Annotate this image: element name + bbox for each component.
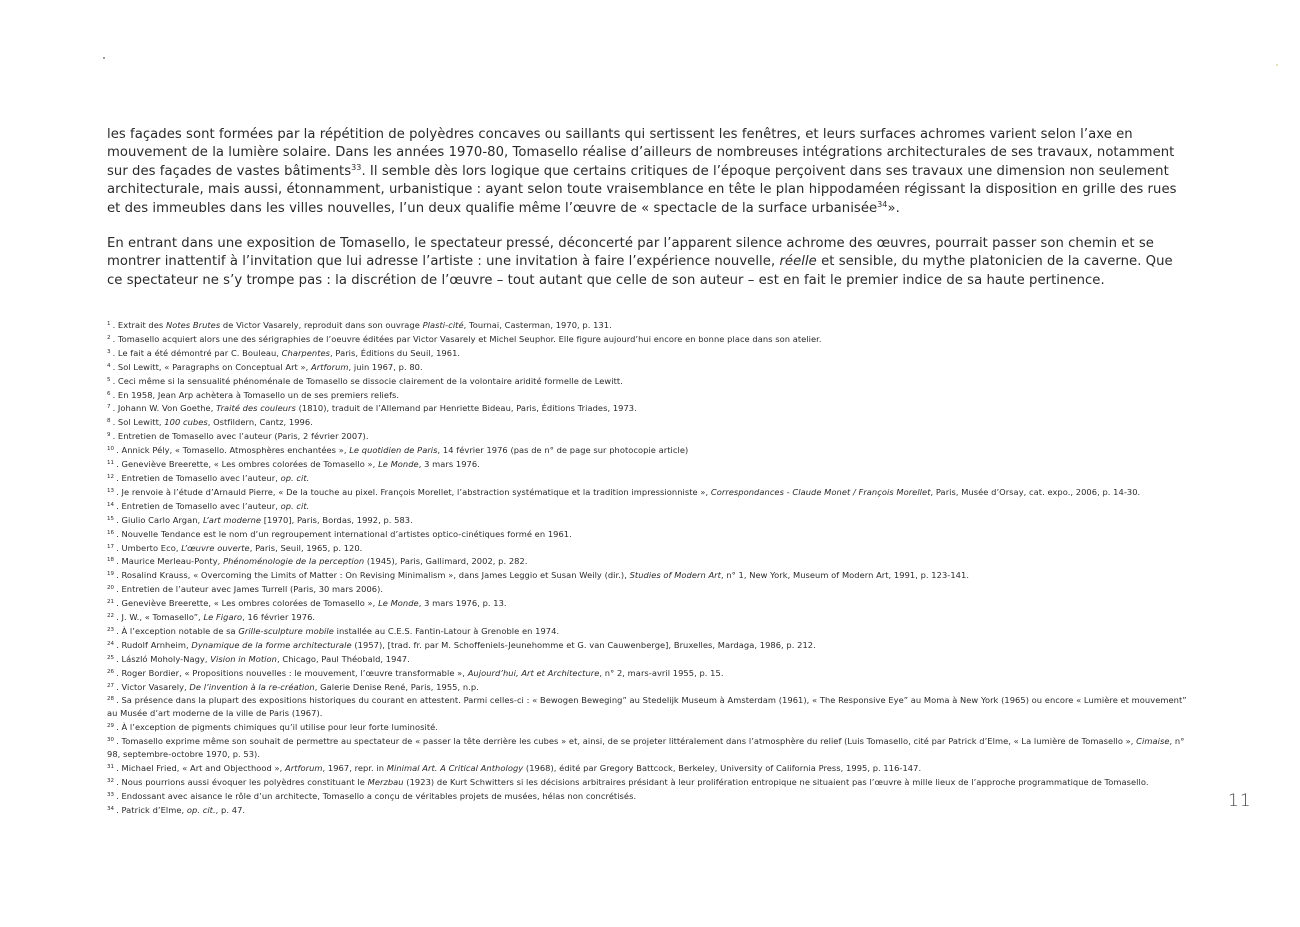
footnote-title: Vision in Motion [210,653,277,664]
footnote [107,775,1187,789]
footnote-text: (1810), traduit de l’Allemand par Henriette Bideau, Paris, Éditions Triades, 1973. [295,403,637,414]
footnote-text: . Ceci même si la sensualité phénoménale de Tomasello se dissocie clairement de la volontaire aridité formelle de Lewitt. [112,375,623,386]
footnote-text: . Rosalind Krauss, « Overcoming the Limits of Matter : On Revising Minimalism », dans James Leggio et Susan Weily (dir.), [116,570,630,581]
footnote-text: . Entretien de Tomasello avec l’auteur, [116,472,281,483]
footnote-title: Traité des couleurs [216,403,296,414]
footnote [107,638,1187,652]
footnote [107,457,1187,471]
footnote-title: Le Monde [378,598,419,609]
footnote-text: . Rudolf Arnheim, [116,639,192,650]
footnote-text: , p. 47. [215,804,246,815]
footnote-text: , 14 février 1976 (pas de n° de page sur photocopie article) [437,445,689,456]
footnote-text: . László Moholy-Nagy, [116,653,211,664]
footnote-text: . Maurice Merleau-Ponty, [116,556,224,567]
footnote-number: 15 [107,515,115,522]
footnote-text: . Le fait a été démontré par C. Bouleau, [112,347,282,358]
footnote-text: (1957), [trad. fr. par M. Schoffeniels-Jeunehomme et G. van Cauwenberge], Bruxelles, Mardaga, 1986, p. 212. [351,639,816,650]
footnote-title: Artforum [285,763,323,773]
emphasis-text: réelle [779,254,817,270]
footnote [107,803,1187,817]
footnote [107,610,1187,624]
paragraph-text: . Il semble dès lors logique que certains critiques de l’époque perçoivent dans ses travaux une dimension non seulement architecturale, mais aussi, étonnamment, urbanistique : ayant selon toute vraisemblance en tête le plan hippodaméen régissant la disposition en grille des rues et des immeubles dans les villes nouvelles, l’un deux qualifie même l’œuvre de « spectacle de la surface urbanisée [107,163,1177,216]
footnote [107,346,1187,360]
footnote [107,415,1187,429]
footnote-text: . En 1958, Jean Arp achètera à Tomasello un de ses premiers reliefs. [112,389,400,400]
footnote [107,624,1187,638]
footnote-number: 5 [107,376,111,383]
footnote-text: . J. W., « Tomasello”, [116,612,204,623]
footnote-text: [1970], Paris, Bordas, 1992, p. 583. [261,514,413,525]
footnote-text: de Victor Vasarely, reproduit dans son ouvrage [220,320,423,330]
footnote-text: . Sol Lewitt, « Paragraphs on Conceptual Art », [112,361,312,372]
footnote-reference: 33 [351,162,362,172]
scan-speck [103,57,105,59]
footnote-text: . Nous pourrions aussi évoquer les polyèdres constituant le [116,776,368,787]
footnote-number: 18 [107,557,115,564]
footnote-text: , n° 98, septembre-octobre 1970, p. 53). [107,736,1185,760]
footnote-text: , n° 1, New York, Museum of Modern Art, 1991, p. 123-141. [720,570,970,581]
footnote-number: 31 [107,764,115,770]
paragraph-1 [107,126,1187,218]
footnote-number: 9 [107,432,111,439]
footnote-text: , Tournai, Casterman, 1970, p. 131. [463,320,612,330]
footnote-text: . À l’exception de pigments chimiques qu’il utilise pour leur forte luminosité. [116,722,438,733]
footnote [107,388,1187,402]
footnote [107,680,1187,694]
footnote-title: Le Monde [378,459,419,470]
footnote-title: L’œuvre ouverte [181,542,250,553]
footnote [107,318,1187,332]
footnote-title: Merzbau [367,776,404,787]
footnote-text: . Tomasello exprime même son souhait de permettre au spectateur de « passer la tête derrière les cubes » et, ainsi, de se projeter littéralement dans l’atmosphère du relief (Luis Tomasello, cité par Patrick d’Elme, « La lumière de Tomasello », [116,736,1137,747]
footnote [107,568,1187,582]
footnote [107,666,1187,680]
footnote-text: , Galerie Denise René, Paris, 1955, n.p. [314,681,479,692]
footnote-text: , 16 février 1976. [242,612,316,623]
footnote-title: De l’invention à la re-création [189,681,315,692]
footnote-text: . Nouvelle Tendance est le nom d’un regroupement international d’artistes optico-cinétiques formé en 1961. [116,528,572,539]
footnote-text: . Je renvoie à l’étude d’Arnauld Pierre, « De la touche au pixel. François Morellet, l’abstraction systématique et la tradition impressionniste », [116,486,711,497]
footnote-text: . Endossant avec aisance le rôle d’un architecte, Tomasello a conçu de véritables projets de musées, hélas non concrétisés. [116,790,637,801]
footnote-number: 16 [107,529,115,536]
footnote [107,360,1187,374]
footnote-number: 30 [107,737,115,744]
footnote-number: 3 [107,348,111,355]
footnote-number: 20 [107,585,115,592]
footnote [107,720,1187,734]
footnote-title: 100 cubes [164,417,208,428]
footnote-number: 22 [107,613,115,620]
footnote-title: Le quotidien de Paris [349,445,438,456]
footnote [107,789,1187,803]
footnote-text: , Paris, Seuil, 1965, p. 120. [249,542,363,553]
footnote-text: . Victor Vasarely, [116,681,190,692]
footnote-number: 13 [107,487,115,494]
footnote-text: . Geneviève Breerette, « Les ombres colorées de Tomasello », [116,459,379,470]
footnote-text: . Johann W. Von Goethe, [112,403,217,414]
paragraph-text: les façades sont formées par la répétition de polyèdres concaves ou saillants qui sertissent les fenêtres, et leurs surfaces achromes varient selon l’axe en mouvement de la lumière solaire. Dans les années 1970-80, Tomasello réalise d’ailleurs de nombreuses intégrations architecturales de ses travaux, notamment sur des façades de vastes bâtiments [107,127,1175,179]
footnote-text: . Entretien de l’auteur avec James Turrell (Paris, 30 mars 2006). [116,584,384,595]
footnote-number: 24 [107,640,115,647]
footnote-title: op. cit. [280,472,310,483]
footnote-number: 6 [107,390,111,397]
main-text [107,126,1187,307]
footnote-title: Cimaise [1136,736,1170,747]
footnote-text: . Michael Fried, « Art and Objecthood », [116,763,286,773]
footnote-text: . Giulio Carlo Argan, [116,514,203,525]
footnote-text: installée au C.E.S. Fantin-Latour à Grenoble en 1974. [333,625,560,636]
footnote-title: op. cit. [186,804,216,815]
footnote-number: 19 [107,571,115,578]
footnote-number: 1 [107,321,111,327]
footnote-text: (1968), édité par Gregory Battcock, Berkeley, University of California Press, 1995, p. 116-147. [523,763,922,773]
footnote-title: Le Figaro [203,612,243,623]
footnote-number: 28 [107,696,115,703]
footnote-title: Phénoménologie de la perception [223,556,365,567]
footnote-text: . Extrait des [112,320,166,330]
footnote-number: 12 [107,473,115,480]
paragraph-text: ». [887,200,900,216]
paragraph-text: et sensible, du mythe platonicien de la caverne. Que ce spectateur ne s’y trompe pas : la discrétion de l’œuvre – tout autant que celle de son auteur – est en fait le premier indice de sa haute pertinence. [107,254,1173,288]
footnote-text: . Sol Lewitt, [112,417,165,428]
footnote-text: , 3 mars 1976. [418,459,480,470]
footnote [107,652,1187,666]
footnote-number: 32 [107,777,115,784]
footnote-text: (1923) de Kurt Schwitters si les décisions arbitraires présidant à leur prolifération entropique ne situaient pas l’œuvre à mille lieux de l’approche programmatique de Tomasello. [403,776,1149,787]
footnote-title: op. cit. [280,500,310,511]
footnote-number: 23 [107,626,115,633]
footnote-text: . Entretien de Tomasello avec l’auteur (Paris, 2 février 2007). [112,431,369,442]
footnotes [107,318,1187,817]
footnote-text: , Paris, Musée d’Orsay, cat. expo., 2006, p. 14-30. [930,486,1141,497]
footnote-title: Plasti-cité [422,320,464,330]
footnote-title: Charpentes [281,347,331,358]
footnote-text: , juin 1967, p. 80. [348,361,423,372]
footnote-number: 8 [107,418,111,425]
footnote [107,401,1187,415]
footnote-text: . Sa présence dans la plupart des expositions historiques du courant en attestent. Parmi celles-ci : « Bewogen Beweging” au Stedelijk Museum à Amsterdam (1961), « The Responsive Eye” au Moma à New York (1965) ou encore « Lumière et mouvement” au Musée d’art moderne de la ville de Paris (1967). [107,695,1187,719]
footnote [107,513,1187,527]
footnote-text: , 1967, repr. in [322,763,387,773]
footnote-text: . Entretien de Tomasello avec l’auteur, [116,500,281,511]
page-number: 11 [1228,791,1252,811]
footnote [107,374,1187,388]
footnote-text: . À l’exception notable de sa [116,625,239,636]
footnote-number: 25 [107,654,115,661]
footnote-text: . Patrick d’Elme, [116,804,187,815]
footnote [107,582,1187,596]
footnote [107,541,1187,555]
footnote-number: 7 [107,404,111,411]
footnote-number: 2 [107,334,111,341]
footnote [107,554,1187,568]
footnote-text: , n° 2, mars-avril 1955, p. 15. [599,667,724,678]
footnote [107,693,1187,720]
footnote-text: , Paris, Éditions du Seuil, 1961. [330,347,461,358]
scan-speck [1276,64,1278,66]
footnote-reference: 34 [877,199,888,209]
footnote-text: . Geneviève Breerette, « Les ombres colorées de Tomasello », [116,598,379,609]
footnote [107,761,1187,775]
footnote-title: Aujourd’hui, Art et Architecture [467,667,600,678]
footnote [107,443,1187,457]
footnote-number: 34 [107,805,115,812]
footnote-number: 17 [107,543,115,550]
footnote-title: Correspondances - Claude Monet / François Morellet [710,486,931,497]
footnote-title: Grille-sculpture mobile [238,625,334,636]
footnote-number: 33 [107,791,115,798]
footnote-number: 29 [107,723,115,730]
paragraph-2 [107,235,1187,290]
footnote [107,471,1187,485]
footnote-number: 21 [107,599,115,606]
footnote-number: 27 [107,682,115,689]
footnote-text: , Ostfildern, Cantz, 1996. [207,417,313,428]
footnote-title: Studies of Modern Art [629,570,721,581]
footnote [107,734,1187,761]
footnote-title: Artforum [311,361,349,372]
footnote [107,332,1187,346]
footnote-number: 10 [107,446,115,453]
footnote-number: 26 [107,668,115,675]
footnote-text: . Roger Bordier, « Propositions nouvelles : le mouvement, l’œuvre transformable », [116,667,468,678]
footnote-text: . Umberto Eco, [116,542,182,553]
footnote-title: Minimal Art. A Critical Anthology [386,763,524,773]
footnote-title: Notes Brutes [165,320,221,330]
footnote-number: 4 [107,362,111,369]
footnote-number: 11 [107,460,115,467]
footnote-title: L’art moderne [202,514,262,525]
footnote-text: , 3 mars 1976, p. 13. [418,598,507,609]
footnote-text: (1945), Paris, Gallimard, 2002, p. 282. [364,556,528,567]
paragraph-text: En entrant dans une exposition de Tomasello, le spectateur pressé, déconcerté par l’apparent silence achrome des œuvres, pourrait passer son chemin et se montrer inattentif à l’invitation que lui adresse l’artiste : une invitation à faire l’expérience nouvelle, [107,236,1154,270]
footnote [107,499,1187,513]
footnote-title: Dynamique de la forme architecturale [191,639,352,650]
footnote [107,429,1187,443]
footnote [107,527,1187,541]
footnote-number: 14 [107,501,115,508]
footnote [107,596,1187,610]
footnote-text: . Tomasello acquiert alors une des sérigraphies de l’oeuvre éditées par Victor Vasarely et Michel Seuphor. Elle figure aujourd’hui encore en bonne place dans son atelier. [112,333,822,344]
footnote-text: , Chicago, Paul Théobald, 1947. [276,653,410,664]
footnote-text: . Annick Pély, « Tomasello. Atmosphères enchantées », [116,445,350,456]
footnote [107,485,1187,499]
